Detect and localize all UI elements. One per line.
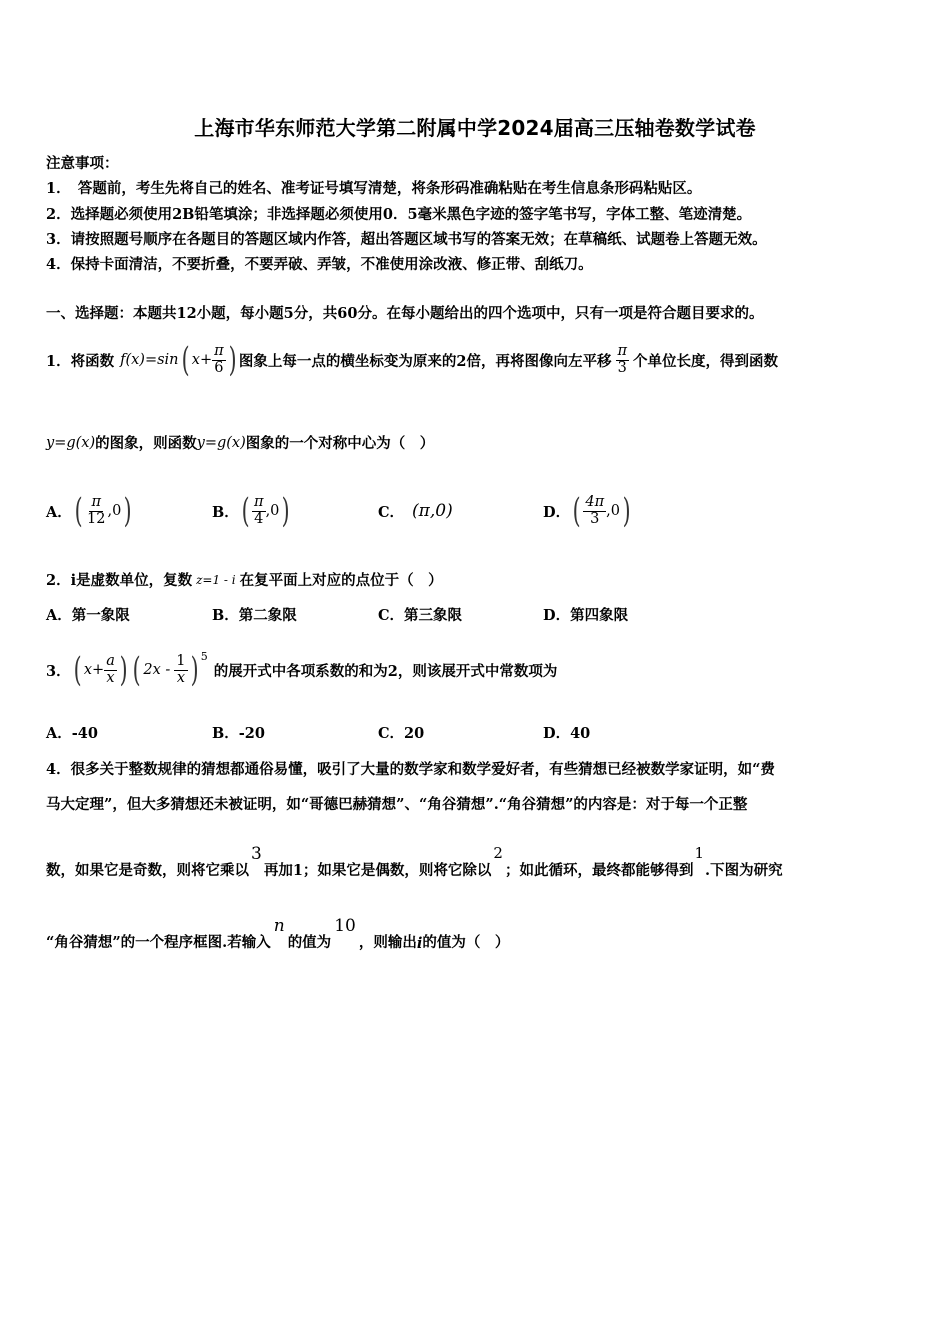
- q2-expr: z=1 - i: [196, 572, 236, 587]
- q4-l4b: 的值为: [287, 934, 332, 951]
- q1-c-expr: (π,0): [412, 501, 453, 521]
- q1-d-frac: [583, 495, 606, 528]
- question-1-line2: [46, 432, 434, 453]
- q3-frac1-den: x: [106, 669, 115, 686]
- q2-text2: 在复平面上对应的点位于（ ）: [239, 572, 443, 589]
- q1-option-b-label: B．: [212, 503, 239, 521]
- q1-text4: 图象的一个对称中心为（ ）: [245, 435, 435, 452]
- q4-two: 2: [493, 844, 503, 862]
- q3-frac2: [174, 654, 187, 687]
- q3-option-d[interactable]: D．40: [543, 725, 591, 742]
- q3-frac1: [104, 654, 117, 687]
- q4-one: 1: [694, 844, 705, 862]
- question-3: [46, 640, 557, 700]
- q1-a-den: 12: [87, 510, 106, 527]
- q1-a-frac: [85, 495, 107, 528]
- notice-item-4: 4．保持卡面清洁，不要折叠，不要弄破、弄皱，不准使用涂改液、修正带、刮纸刀。: [46, 256, 593, 273]
- q4-ten: 10: [334, 916, 356, 936]
- q1-text1: 图象上每一点的横坐标变为原来的2倍，再将图像向左平移: [238, 352, 612, 370]
- q1-g2: y=g(x): [196, 434, 246, 451]
- q1-shift-frac: [616, 344, 630, 377]
- q2-option-d[interactable]: D．第四象限: [543, 607, 629, 624]
- q1-frac: [212, 344, 226, 377]
- q1-option-a[interactable]: [46, 488, 135, 534]
- q1-d-den: 3: [590, 510, 600, 527]
- notice-item-1: 1． 答题前，考生先将自己的姓名、准考证号填写清楚，将条形码准确粘贴在考生信息条形码粘贴区。: [46, 180, 702, 197]
- q1-d-num: 4π: [585, 493, 605, 510]
- q4-l3c: ；如此循环，最终都能够得到: [504, 862, 694, 879]
- q3-paren1-r: ): [119, 650, 128, 690]
- notice-item-2: 2．选择题必须使用2B铅笔填涂；非选择题必须使用0．5毫米黑色字迹的签字笔书写，字体工整、笔迹清楚。: [46, 206, 752, 223]
- q4-line-2: 马大定理”，但大多猜想还未被证明，如“哥德巴赫猜想”、“角谷猜想”.“角谷猜想”的内容是：对于每一个正整: [46, 796, 748, 813]
- q3-option-c[interactable]: C．20: [378, 725, 425, 742]
- q1-option-a-label: A．: [46, 503, 72, 521]
- q1-d-paren-l: (: [572, 491, 581, 531]
- q3-option-b[interactable]: B．-20: [212, 725, 265, 742]
- question-2: [46, 569, 443, 590]
- section-heading: 一、选择题：本题共12小题，每小题5分，共60分。在每小题给出的四个选项中，只有一项是符合题目要求的。: [46, 305, 764, 322]
- q1-func: f(x)=sin: [120, 352, 179, 368]
- q3-number: 3．: [46, 662, 71, 680]
- q4-line-3: [46, 844, 783, 880]
- q1-frac-num: π: [214, 342, 224, 359]
- q1-text2: 个单位长度，得到函数: [633, 352, 779, 370]
- q1-paren-left: (: [181, 340, 190, 380]
- q4-n: n: [273, 916, 285, 936]
- q3-text: 的展开式中各项系数的和为2，则该展开式中常数项为: [213, 662, 558, 680]
- q4-l3b: 再加1；如果它是偶数，则将它除以: [263, 862, 492, 879]
- q1-b-paren-l: (: [241, 491, 250, 531]
- q4-l4d: 的值为（ ）: [422, 934, 510, 951]
- q1-shift-num: π: [617, 342, 628, 359]
- q1-a-rest: ,0: [107, 503, 122, 519]
- q2-text1: 2．i是虚数单位，复数: [46, 572, 193, 589]
- q3-paren2-r: ): [190, 650, 199, 690]
- q1-b-paren-r: ): [282, 491, 291, 531]
- q3-2x: 2x -: [143, 662, 171, 678]
- q3-paren2-l: (: [132, 650, 141, 690]
- q4-line-1: 4．很多关于整数规律的猜想都通俗易懂，吸引了大量的数学家和数学爱好者，有些猜想已经被数学家证明，如“费: [46, 761, 775, 778]
- q3-frac2-den: x: [176, 669, 185, 686]
- q1-option-d[interactable]: [543, 488, 633, 534]
- q1-d-paren-r: ): [622, 491, 631, 531]
- q1-option-c[interactable]: [378, 488, 453, 534]
- q2-option-c[interactable]: C．第三象限: [378, 607, 463, 624]
- q3-exponent: 5: [200, 649, 208, 663]
- q1-a-paren-l: (: [74, 491, 83, 531]
- q1-paren-right: ): [228, 340, 237, 380]
- q1-a-num: π: [91, 493, 102, 510]
- q4-l4a: “角谷猜想”的一个程序框图.若输入: [46, 934, 271, 951]
- q2-option-b[interactable]: B．第二象限: [212, 607, 297, 624]
- q4-line-4: [46, 916, 509, 952]
- q1-number: 1．将函数: [46, 352, 115, 370]
- q2-option-a[interactable]: A．第一象限: [46, 607, 130, 624]
- q4-l3d: .下图为研究: [705, 862, 783, 879]
- q1-option-c-label: C．: [378, 503, 405, 521]
- q1-b-num: π: [254, 493, 264, 510]
- q3-option-a[interactable]: A．-40: [46, 725, 98, 742]
- q1-b-den: 4: [254, 510, 264, 527]
- q1-g1: y=g(x): [46, 434, 96, 451]
- notice-heading: 注意事项：: [46, 155, 119, 172]
- q3-paren1-l: (: [73, 650, 82, 690]
- q1-d-rest: ,0: [606, 503, 620, 519]
- q1-option-b[interactable]: [212, 488, 293, 534]
- q4-l3a: 数，如果它是奇数，则将它乘以: [46, 862, 249, 879]
- page-title: 上海市华东师范大学第二附属中学2024届高三压轴卷数学试卷: [194, 116, 756, 140]
- q3-x: x+: [83, 662, 105, 678]
- q3-frac2-num: 1: [176, 652, 186, 669]
- q1-a-paren-r: ): [123, 491, 132, 531]
- q1-frac-den: 6: [214, 359, 224, 376]
- q1-inner: x+: [191, 352, 213, 368]
- q4-l4c: ，则输出: [358, 934, 417, 951]
- q1-text3: 的图象，则函数: [95, 435, 197, 452]
- notice-item-3: 3．请按照题号顺序在各题目的答题区域内作答，超出答题区域书写的答案无效；在草稿纸、试题卷上答题无效。: [46, 231, 767, 248]
- q3-frac1-num: a: [106, 652, 115, 669]
- q1-option-d-label: D．: [543, 503, 571, 521]
- q4-three: 3: [251, 844, 262, 864]
- question-1: [46, 340, 778, 380]
- q1-b-frac: [252, 495, 266, 528]
- q1-b-rest: ,0: [265, 503, 280, 519]
- q1-shift-den: 3: [617, 359, 627, 376]
- q4-i: i: [416, 935, 423, 952]
